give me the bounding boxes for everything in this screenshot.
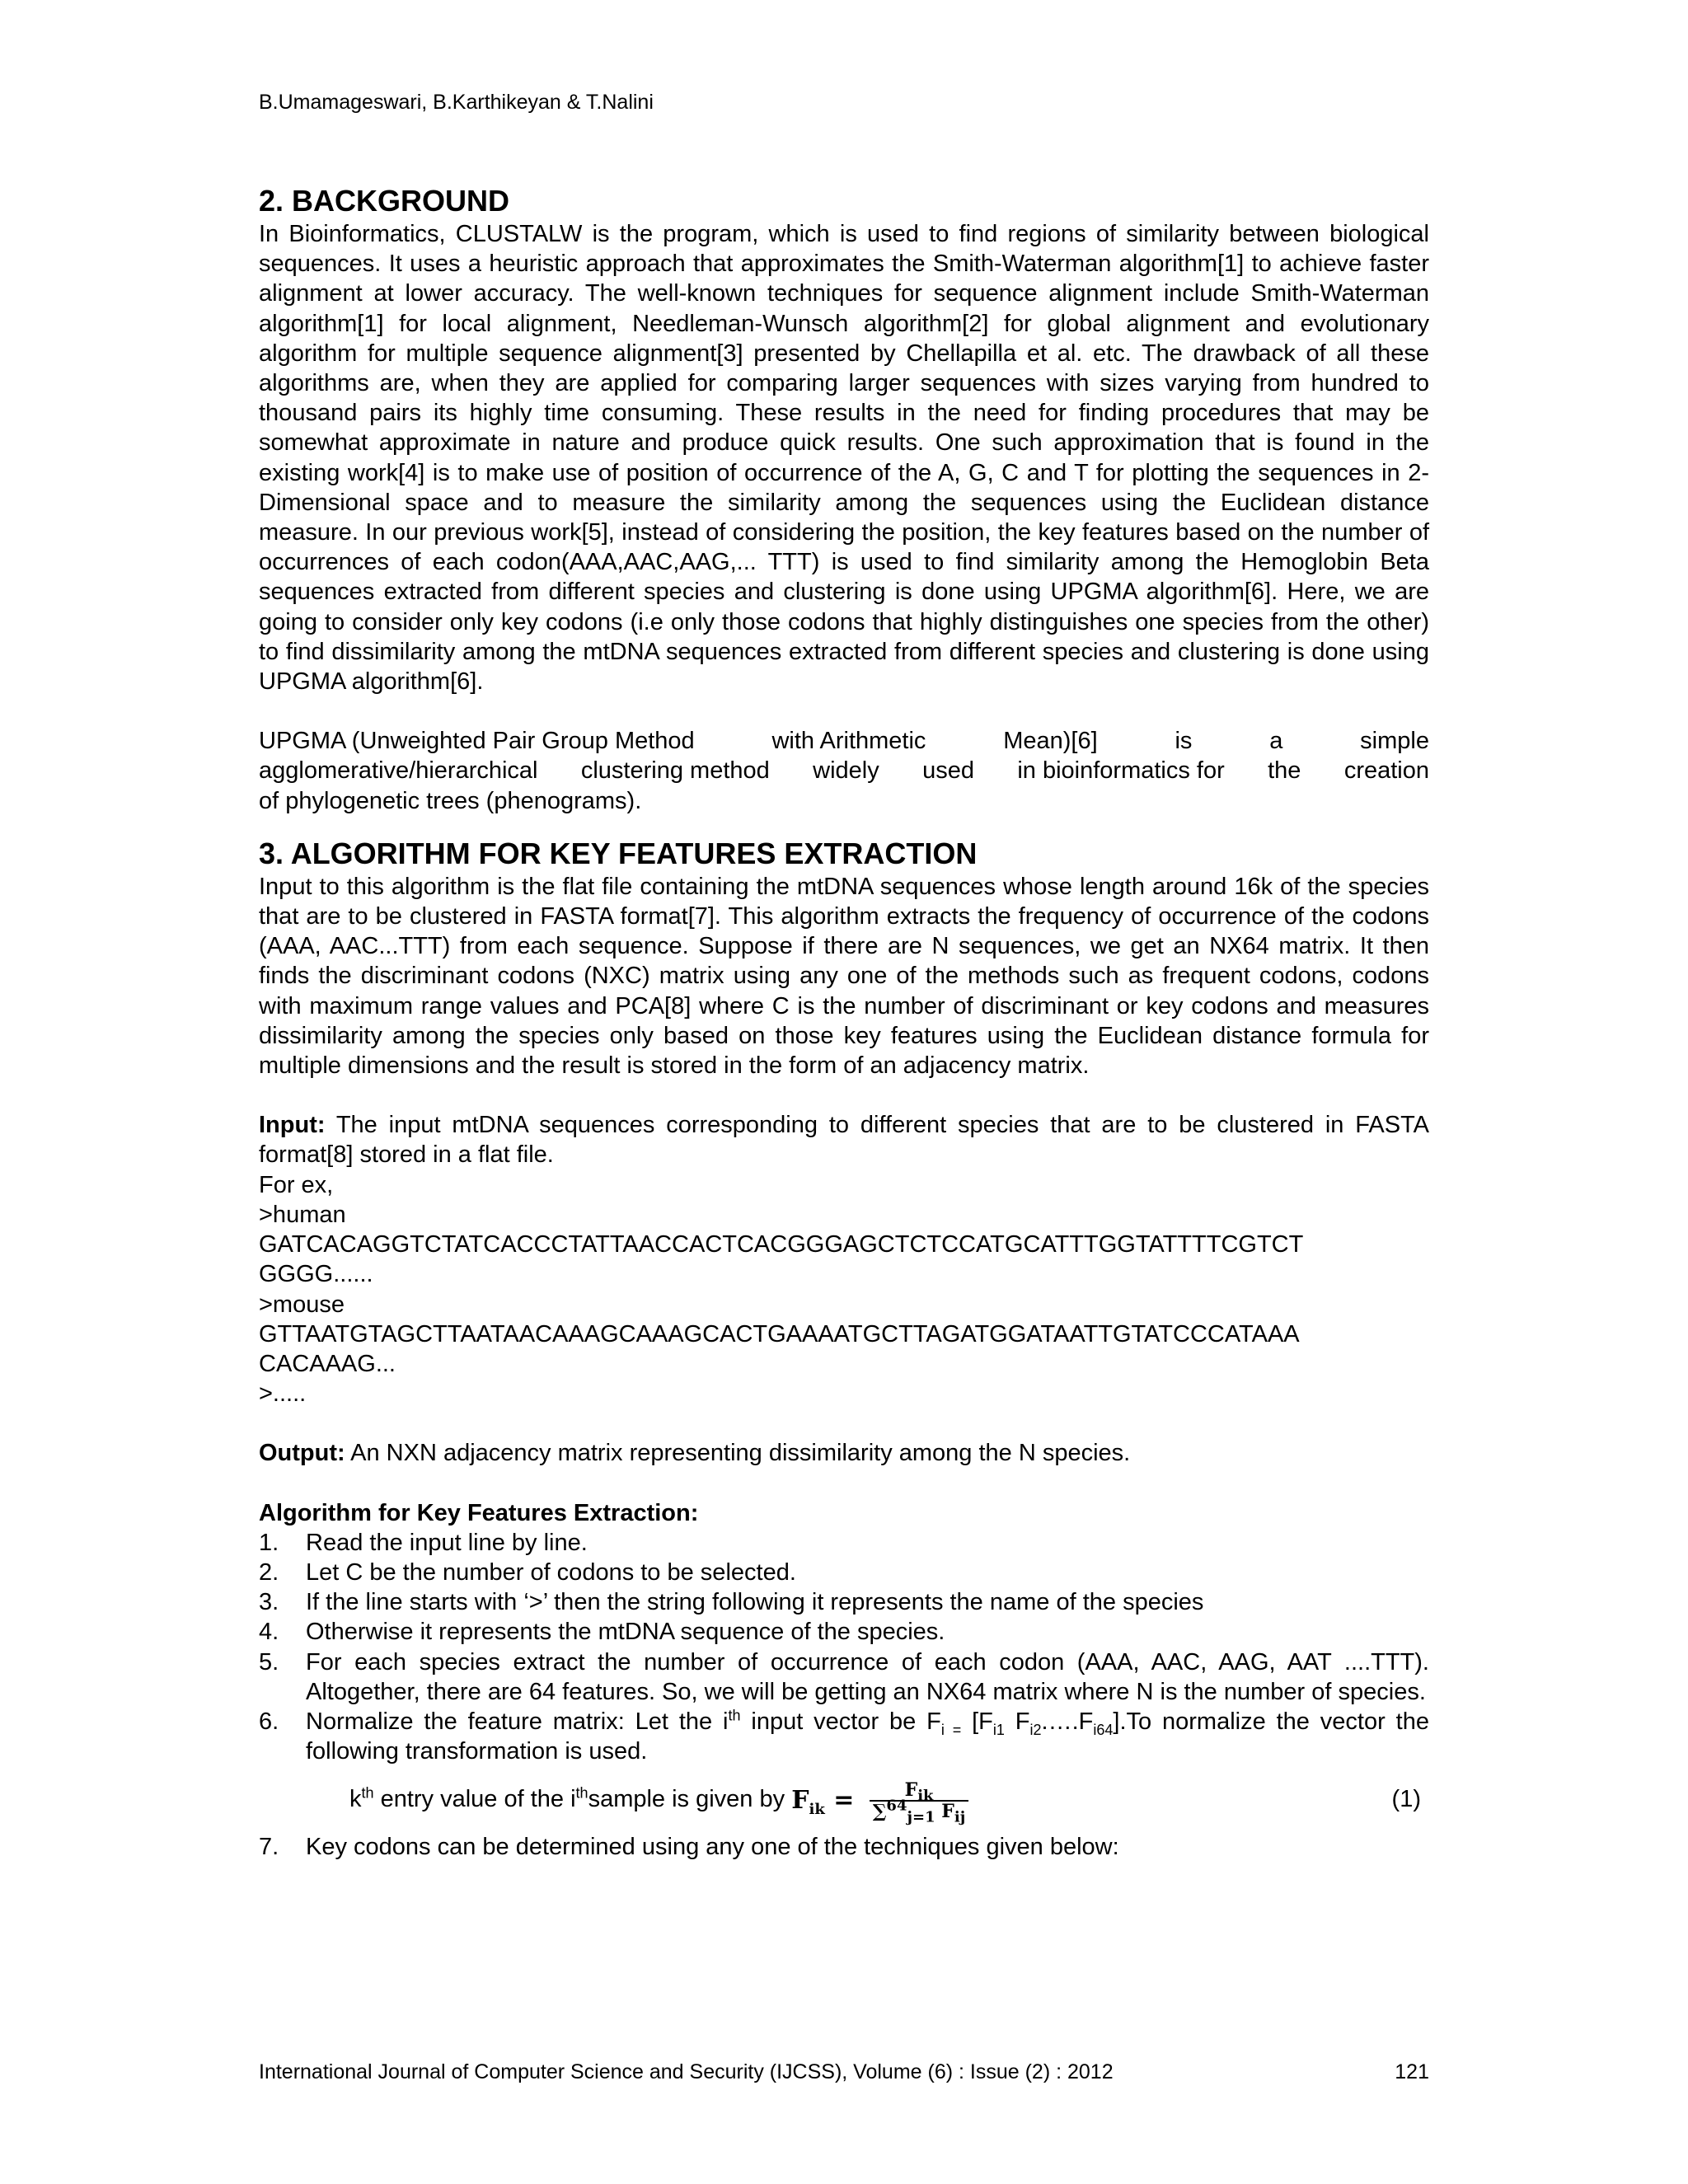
input-paragraph bbox=[259, 1110, 1429, 1169]
equation-fraction: $\frac{F_{ik}}{\sum^{64}_{j=1} F_{ij}}$ bbox=[870, 1780, 968, 1821]
output-label: Output: bbox=[259, 1440, 345, 1467]
human-label: >human bbox=[259, 1201, 346, 1228]
list-item: 6. Normalize the feature matrix: Let the $i^{th}$ input vector be $F_{i =}$ [$F_{i1}$ $F_{i2}.\dots.F_{i64}].To$ normalize the vector the following transformation is used. bbox=[259, 1707, 1429, 1765]
upgma-line-1: UPGMA (Unweighted Pair Group Method with Arithmetic Mean)[6] is a simple bbox=[259, 728, 1429, 755]
equation-lhs: $F_{ik}$ = bbox=[791, 1785, 863, 1818]
equation-number: (1) bbox=[1391, 1786, 1421, 1813]
upgma-line-3: of phylogenetic trees (phenograms). bbox=[259, 787, 642, 814]
human-sequence-line-2: GGGG...... bbox=[259, 1261, 373, 1288]
for-example-label: For ex, bbox=[259, 1171, 334, 1198]
list-item: 1. Read the input line by line. bbox=[259, 1529, 588, 1556]
human-sequence-line-1: GATCACAGGTCTATCACCCTATTAACCACTCACGGGAGCTCTCCATGCATTTGGTATTTTCGTCT bbox=[259, 1231, 1304, 1258]
list-item: 7. Key codons can be determined using any one of the techniques given below: bbox=[259, 1834, 1119, 1861]
footer-journal: International Journal of Computer Science and Security (IJCSS), Volume (6) : Issue (2) : 2012 bbox=[259, 2060, 1114, 2083]
footer bbox=[259, 2060, 1429, 2084]
equation-line: $k^{th}$ entry value of the $i^{th}sample$ is given by $F_{ik}$ = $\frac{F_{ik}}{\sum^{64}_{j=1} F_{ij}}$ (1) bbox=[259, 1771, 1429, 1827]
section-2-heading: 2. BACKGROUND bbox=[259, 184, 510, 218]
mouse-sequence-line-2: CACAAAG... bbox=[259, 1350, 396, 1377]
section-3-heading: 3. ALGORITHM FOR KEY FEATURES EXTRACTION bbox=[259, 836, 978, 870]
list-item: 4. Otherwise it represents the mtDNA sequence of the species. bbox=[259, 1619, 945, 1646]
background-paragraph: In Bioinformatics, CLUSTALW is the program, which is used to find regions of similarity between biological sequences. It uses a heuristic approach that approximates the Smith-Waterman algorithm[1] to achieve faster alignment at lower accuracy. The well-known techniques for sequence alignment include Smith-Waterman algorithm[1] for local alignment, Needleman-Wunsch algorithm[2] for global alignment and evolutionary algorithm for multiple sequence alignment[3] presented by Chellapilla et al. etc. The drawback of all these algorithms are, when they are applied for comparing larger sequences with sizes varying from hundred to thousand pairs its highly time consuming. These results in the need for finding procedures that may be somewhat approximate in nature and produce quick results. One such approximation that is found in the existing work[4] is to make use of position of occurrence of the A, G, C and T for plotting the sequences in 2-Dimensional space and to measure the similarity among the sequences using the Euclidean distance measure. In our previous work[5], instead of considering the position, the key features based on the number of occurrences of each codon(AAA,AAC,AAG,... TTT) is used to find similarity among the Hemoglobin Beta sequences extracted from different species and clustering is done using UPGMA algorithm[6]. Here, we are going to consider only key codons (i.e only those codons that highly distinguishes one species from the other) to find dissimilarity among the mtDNA sequences extracted from different species and clustering is done using UPGMA algorithm[6]. bbox=[259, 221, 1429, 696]
page-number: 121 bbox=[1395, 2060, 1429, 2083]
output-text: An NXN adjacency matrix representing dissimilarity among the N species. bbox=[345, 1440, 1131, 1467]
content bbox=[259, 183, 1429, 1863]
mouse-sequence-line-1: GTTAATGTAGCTTAATAACAAAGCAAAGCACTGAAAATGCTTAGATGGATAATTGTATCCCATAAA bbox=[259, 1320, 1300, 1347]
algorithm-intro-paragraph: Input to this algorithm is the flat file containing the mtDNA sequences whose length around 16k of the species that are to be clustered in FASTA format[7]. This algorithm extracts the frequency of occurrence of the codons (AAA, AAC...TTT) from each sequence. Suppose if there are N sequences, we get an NX64 matrix. It then finds the discriminant codons (NXC) matrix using any one of the methods such as frequent codons, codons with maximum range values and PCA[8] where C is the number of discriminant or key codons and measures dissimilarity among the species only based on those key features using the Euclidean distance formula for multiple dimensions and the result is stored in the form of an adjacency matrix. bbox=[259, 873, 1429, 1080]
output-paragraph bbox=[259, 1438, 1429, 1468]
algorithm-heading: Algorithm for Key Features Extraction: bbox=[259, 1499, 699, 1526]
list-item: 2. Let C be the number of codons to be selected. bbox=[259, 1558, 796, 1586]
input-label: Input: bbox=[259, 1112, 326, 1139]
algorithm-steps-continued bbox=[259, 1832, 1429, 1862]
running-head-authors: B.Umamageswari, B.Karthikeyan & T.Nalini bbox=[259, 91, 654, 114]
mouse-label: >mouse bbox=[259, 1291, 345, 1318]
input-text: The input mtDNA sequences corresponding to different species that are to be clustered in FASTA format[8] stored in a flat file. bbox=[259, 1112, 1429, 1169]
algorithm-steps bbox=[259, 1528, 1429, 1767]
more-sequences: >..... bbox=[259, 1380, 307, 1408]
upgma-line-2: agglomerative/hierarchical clustering method widely used in bioinformatics for the creation bbox=[259, 757, 1429, 785]
list-item: 5. For each species extract the number of occurrence of each codon (AAA, AAC, AAG, AAT ....TTT). Altogether, there are 64 features. So, we will be getting an NX64 matrix where N is the number of species. bbox=[259, 1648, 1429, 1705]
list-item: 3. If the line starts with ‘>’ then the string following it represents the name of the species bbox=[259, 1589, 1204, 1616]
